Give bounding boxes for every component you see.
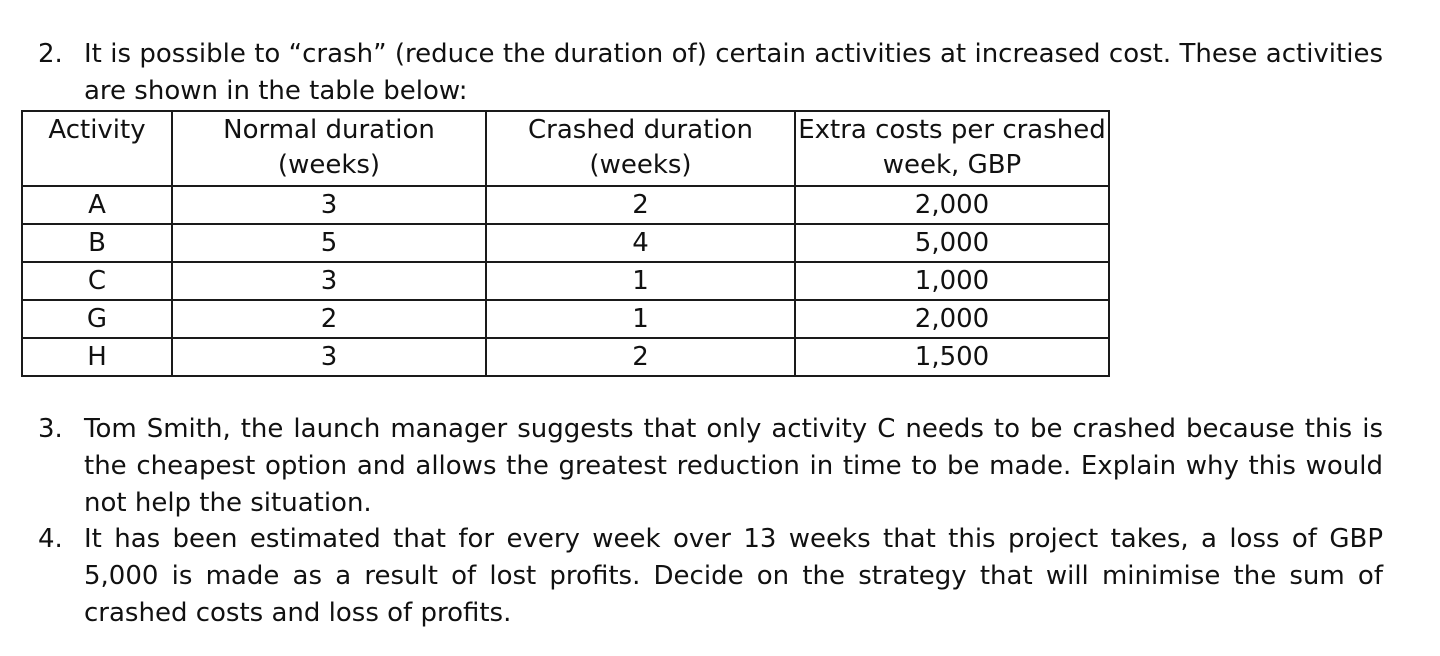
cell-crashed-duration: 2 [486,338,795,376]
cell-activity: B [22,224,172,262]
cell-extra-cost: 5,000 [795,224,1109,262]
cell-extra-cost: 1,500 [795,338,1109,376]
table-row [22,338,1109,376]
table-header-row [22,111,1109,186]
question-number: 4. [38,524,63,554]
cell-crashed-duration: 2 [486,186,795,224]
table-row [22,300,1109,338]
question-text: It has been estimated that for every week over 13 weeks that this project takes, a loss of GBP 5,000 is made as a result of lost profits. Decide on the strategy that will minimise the sum of crashed costs and loss of profits. [84,524,1383,628]
cell-activity: C [22,262,172,300]
cell-extra-cost: 1,000 [795,262,1109,300]
table-row [22,186,1109,224]
cell-activity: G [22,300,172,338]
header-normal-duration: Normal duration (weeks) [172,111,486,186]
cell-normal-duration: 2 [172,300,486,338]
question-text: Tom Smith, the launch manager suggests that only activity C needs to be crashed because this is the cheapest option and allows the greatest reduction in time to be made. Explain why this would not help the situation. [84,414,1383,518]
cell-normal-duration: 3 [172,186,486,224]
question-3 [38,411,1383,522]
question-2 [38,36,1383,110]
cell-crashed-duration: 4 [486,224,795,262]
crash-table [21,110,1110,377]
cell-activity: H [22,338,172,376]
cell-extra-cost: 2,000 [795,186,1109,224]
cell-normal-duration: 3 [172,338,486,376]
cell-crashed-duration: 1 [486,300,795,338]
cell-activity: A [22,186,172,224]
question-number: 3. [38,414,63,444]
header-extra-costs: Extra costs per crashed week, GBP [795,111,1109,186]
cell-crashed-duration: 1 [486,262,795,300]
cell-extra-cost: 2,000 [795,300,1109,338]
question-number: 2. [38,39,63,69]
table-row [22,224,1109,262]
cell-normal-duration: 5 [172,224,486,262]
cell-normal-duration: 3 [172,262,486,300]
header-activity: Activity [22,111,172,186]
question-4 [38,521,1383,632]
question-text: It is possible to “crash” (reduce the duration of) certain activities at increased cost. These activities are shown in the table below: [84,39,1383,106]
table-row [22,262,1109,300]
header-crashed-duration: Crashed duration (weeks) [486,111,795,186]
